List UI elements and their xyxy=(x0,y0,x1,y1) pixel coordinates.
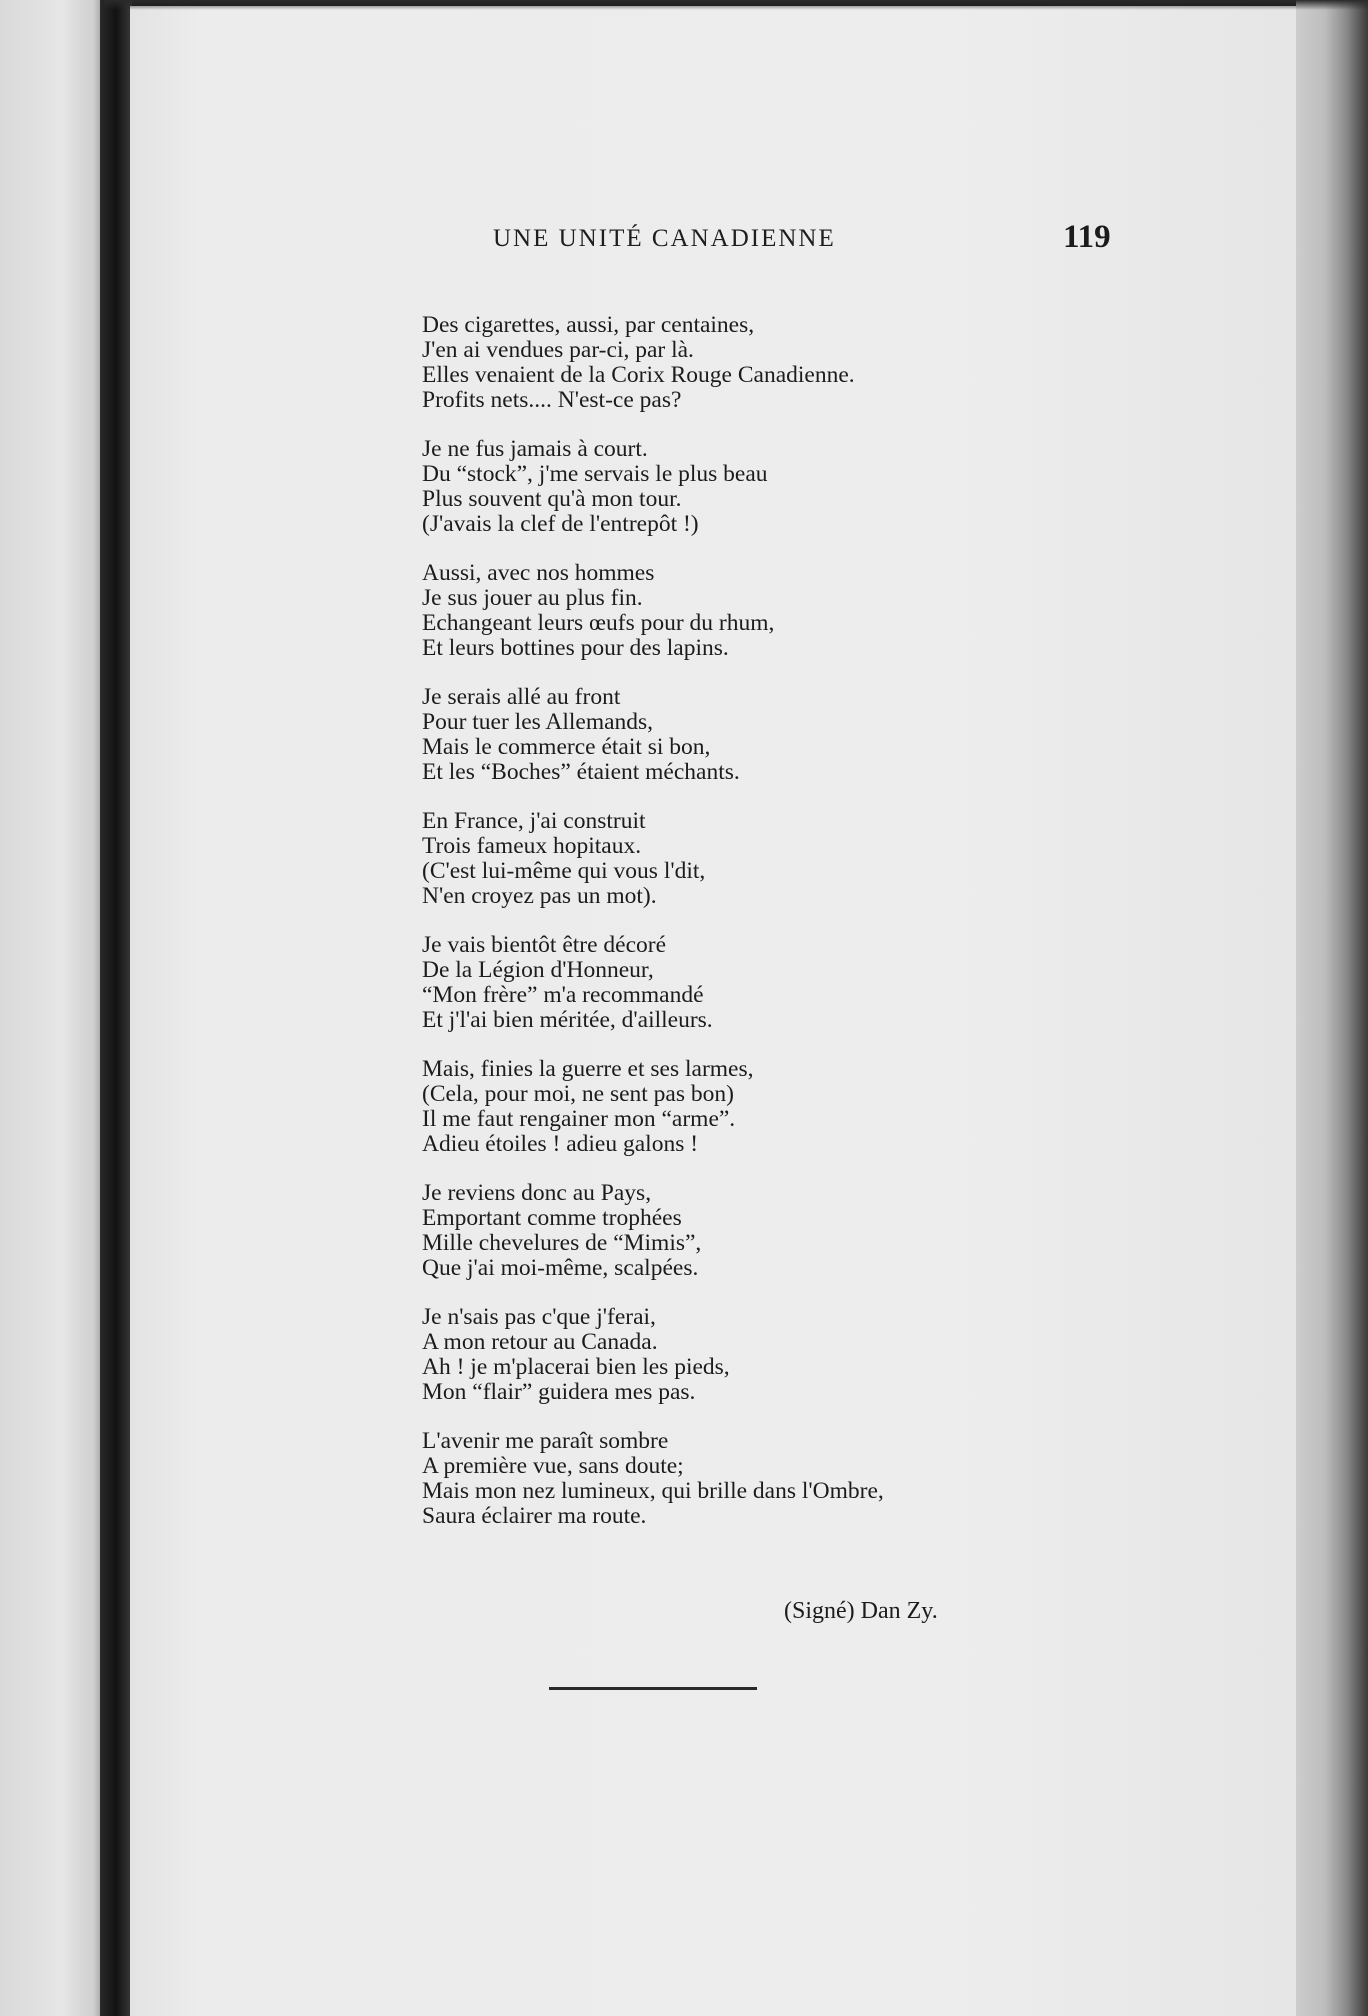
poem-line: Adieu étoiles ! adieu galons ! xyxy=(422,1131,699,1157)
book-gutter xyxy=(100,0,132,2016)
stanza xyxy=(422,1057,1062,1157)
page-stack-edge xyxy=(1296,0,1368,2016)
poem-line: Je ne fus jamais à court. xyxy=(422,436,648,462)
poem-line: Et les “Boches” étaient méchants. xyxy=(422,759,740,785)
poem-line: Profits nets.... N'est-ce pas? xyxy=(422,387,682,413)
stanza xyxy=(422,1181,1062,1281)
stanza xyxy=(422,933,1062,1033)
running-head xyxy=(130,219,1296,265)
top-shadow xyxy=(104,0,1368,10)
poem-line: Aussi, avec nos hommes xyxy=(422,560,655,586)
poem-line: J'en ai vendues par-ci, par là. xyxy=(422,337,694,363)
poem-line: (Cela, pour moi, ne sent pas bon) xyxy=(422,1081,734,1107)
stanza xyxy=(422,313,1062,413)
stanza xyxy=(422,1429,1062,1529)
poem-line: En France, j'ai construit xyxy=(422,808,646,834)
running-head-title: UNE UNITÉ CANADIENNE xyxy=(493,225,836,252)
poem-line: (J'avais la clef de l'entrepôt !) xyxy=(422,511,699,537)
poem-line: Et leurs bottines pour des lapins. xyxy=(422,635,729,661)
poem-line: Mon “flair” guidera mes pas. xyxy=(422,1379,696,1405)
poem-line: Je n'sais pas c'que j'ferai, xyxy=(422,1304,656,1330)
poem-line: Plus souvent qu'à mon tour. xyxy=(422,486,682,512)
poem-line: Je serais allé au front xyxy=(422,684,621,710)
poem-line: L'avenir me paraît sombre xyxy=(422,1428,669,1454)
poem-line: Echangeant leurs œufs pour du rhum, xyxy=(422,610,775,636)
poem-line: A mon retour au Canada. xyxy=(422,1329,658,1355)
poem-line: Trois fameux hopitaux. xyxy=(422,833,642,859)
poem-line: Saura éclairer ma route. xyxy=(422,1503,647,1529)
poem-line: Que j'ai moi-même, scalpées. xyxy=(422,1255,699,1281)
poem-line: Mais le commerce était si bon, xyxy=(422,734,711,760)
poem-line: Mais mon nez lumineux, qui brille dans l'Ombre, xyxy=(422,1478,884,1504)
poem-line: Ah ! je m'placerai bien les pieds, xyxy=(422,1354,730,1380)
poem-line: Du “stock”, j'me servais le plus beau xyxy=(422,461,768,487)
poem-line: De la Légion d'Honneur, xyxy=(422,957,654,983)
poem-line: Il me faut rengainer mon “arme”. xyxy=(422,1106,736,1132)
poem-line: Je reviens donc au Pays, xyxy=(422,1180,652,1206)
poem-line: Je vais bientôt être décoré xyxy=(422,932,667,958)
poem-line: Pour tuer les Allemands, xyxy=(422,709,654,735)
stanza xyxy=(422,685,1062,785)
stanza xyxy=(422,561,1062,661)
poem-body xyxy=(422,313,1062,1553)
poem-line: Emportant comme trophées xyxy=(422,1205,682,1231)
stanza xyxy=(422,1305,1062,1405)
poem-line: A première vue, sans doute; xyxy=(422,1453,684,1479)
poem-line: Des cigarettes, aussi, par centaines, xyxy=(422,312,755,338)
closing-rule xyxy=(549,1687,757,1690)
stanza xyxy=(422,437,1062,537)
facing-page-edge xyxy=(0,0,104,2016)
stanza xyxy=(422,809,1062,909)
poem-line: Elles venaient de la Corix Rouge Canadienne. xyxy=(422,362,855,388)
page-number: 119 xyxy=(1063,219,1111,255)
poem-line: (C'est lui-même qui vous l'dit, xyxy=(422,858,706,884)
poem-line: “Mon frère” m'a recommandé xyxy=(422,982,704,1008)
poem-line: Je sus jouer au plus fin. xyxy=(422,585,643,611)
poem-line: N'en croyez pas un mot). xyxy=(422,883,657,909)
poem-line: Mille chevelures de “Mimis”, xyxy=(422,1230,702,1256)
poem-line: Et j'l'ai bien méritée, d'ailleurs. xyxy=(422,1007,713,1033)
signature: (Signé) Dan Zy. xyxy=(784,1598,938,1624)
poem-line: Mais, finies la guerre et ses larmes, xyxy=(422,1056,754,1082)
